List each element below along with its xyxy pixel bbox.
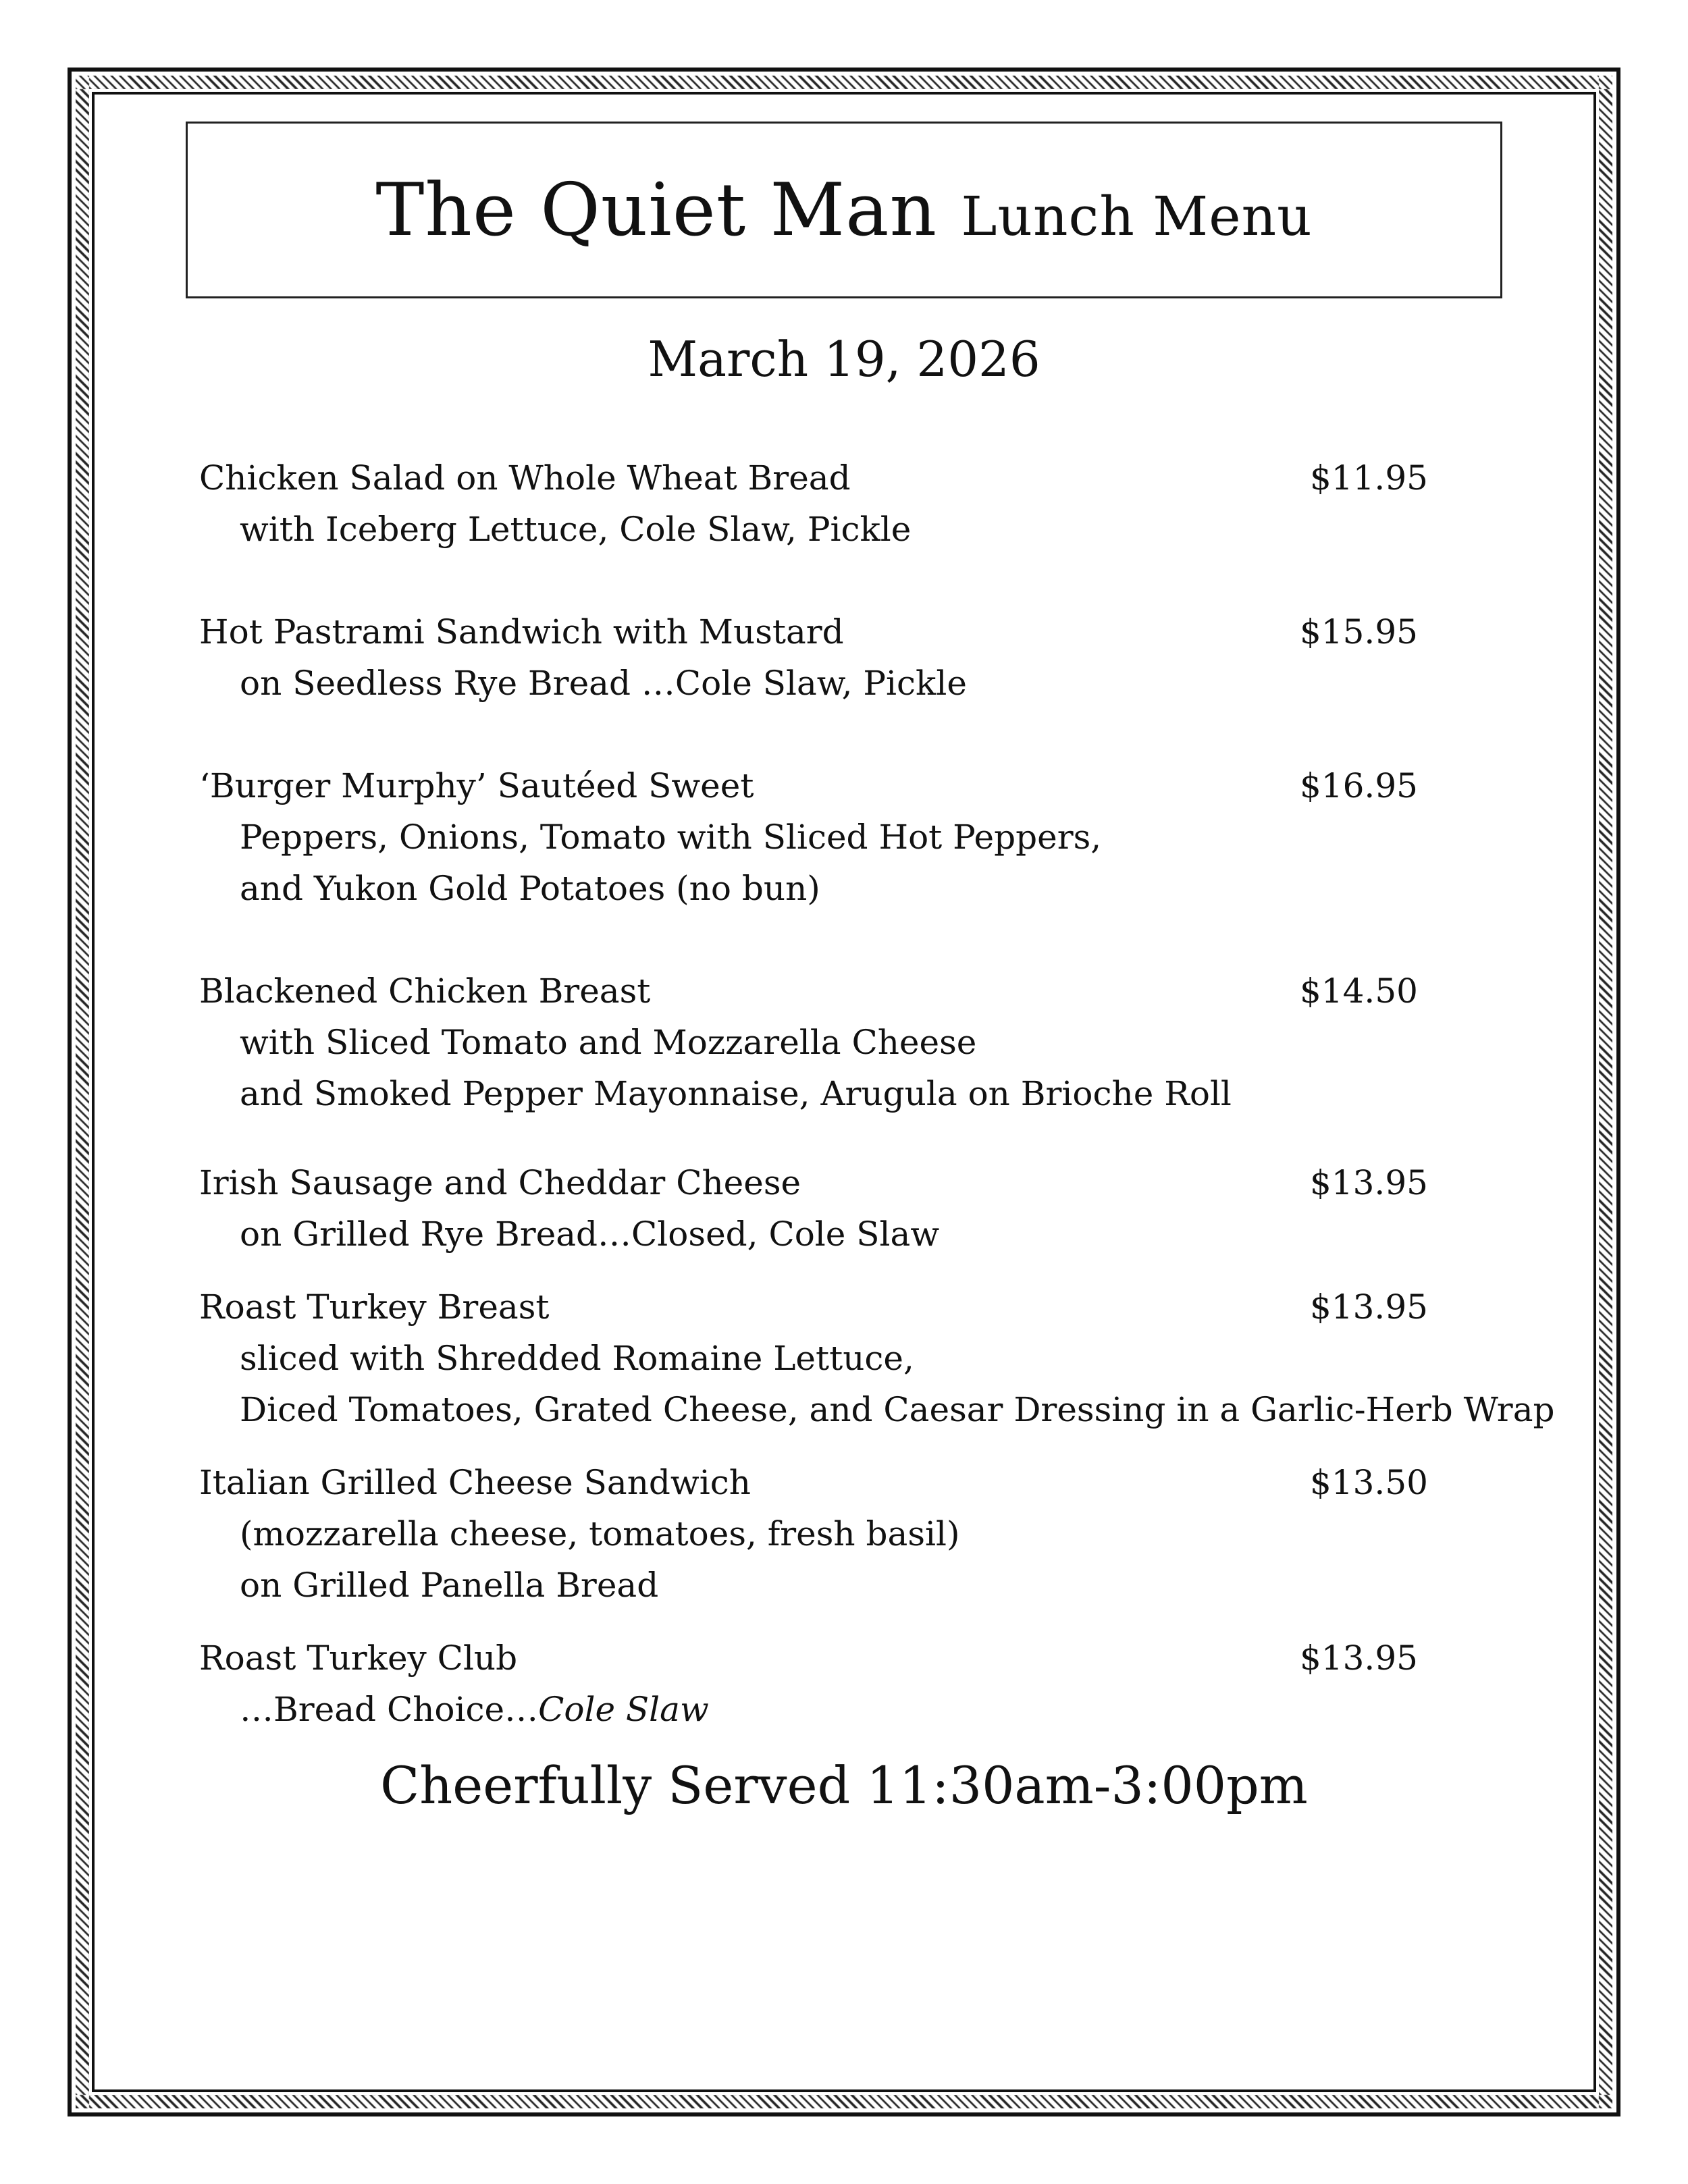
item-description: Peppers, Onions, Tomato with Sliced Hot Peppers,: [240, 818, 1102, 857]
item-description: with Sliced Tomato and Mozzarella Cheese: [240, 1023, 977, 1062]
item-price: $16.95: [1300, 766, 1418, 805]
item-name: Chicken Salad on Whole Wheat Bread: [199, 458, 851, 498]
item-price: $13.95: [1300, 1639, 1418, 1678]
menu-item: [199, 1632, 1482, 1735]
menu-items: [199, 452, 1555, 1735]
menu-title: [375, 168, 1312, 252]
item-description: Diced Tomatoes, Grated Cheese, and Caesar Dressing in a Garlic-Herb Wrap: [240, 1390, 1555, 1429]
item-description: with Iceberg Lettuce, Cole Slaw, Pickle: [240, 510, 912, 549]
title-box: [186, 122, 1502, 298]
item-price: $13.50: [1310, 1463, 1428, 1502]
menu-date: March 19, 2026: [648, 331, 1040, 388]
item-price: $15.95: [1300, 612, 1418, 651]
item-description-italic: Cole Slaw: [538, 1690, 709, 1729]
item-description: and Yukon Gold Potatoes (no bun): [240, 869, 820, 908]
item-description: on Seedless Rye Bread …Cole Slaw, Pickle: [240, 664, 967, 703]
item-price: $14.50: [1300, 971, 1418, 1011]
item-description: sliced with Shredded Romaine Lettuce,: [240, 1339, 914, 1378]
menu-item: [199, 1457, 1482, 1611]
menu-item: [199, 1281, 1555, 1435]
menu-item: [199, 965, 1482, 1119]
restaurant-name: The Quiet Man: [375, 167, 938, 252]
item-name: ‘Burger Murphy’ Sautéed Sweet: [199, 766, 754, 805]
menu-item: [199, 606, 1482, 709]
item-name: Irish Sausage and Cheddar Cheese: [199, 1163, 801, 1202]
item-name: Roast Turkey Club: [199, 1639, 518, 1678]
menu-type: Lunch Menu: [961, 184, 1313, 248]
item-name: Hot Pastrami Sandwich with Mustard: [199, 612, 844, 651]
item-description: (mozzarella cheese, tomatoes, fresh basil): [240, 1514, 960, 1553]
item-name: Blackened Chicken Breast: [199, 971, 651, 1011]
item-price: $13.95: [1310, 1287, 1428, 1327]
serving-hours: Cheerfully Served 11:30am-3:00pm: [380, 1755, 1308, 1815]
menu-item: [199, 452, 1482, 555]
item-description: and Smoked Pepper Mayonnaise, Arugula on Brioche Roll: [240, 1074, 1232, 1113]
item-description: on Grilled Rye Bread…Closed, Cole Slaw: [240, 1215, 940, 1254]
item-price: $11.95: [1310, 458, 1428, 498]
item-price: $13.95: [1310, 1163, 1428, 1202]
item-name: Italian Grilled Cheese Sandwich: [199, 1463, 751, 1502]
item-description: [199, 1684, 1482, 1735]
item-description-text: …Bread Choice…: [240, 1690, 539, 1729]
menu-item: [199, 760, 1482, 914]
item-name: Roast Turkey Breast: [199, 1287, 550, 1327]
menu-item: [199, 1157, 1482, 1260]
item-description: on Grilled Panella Bread: [240, 1566, 659, 1605]
